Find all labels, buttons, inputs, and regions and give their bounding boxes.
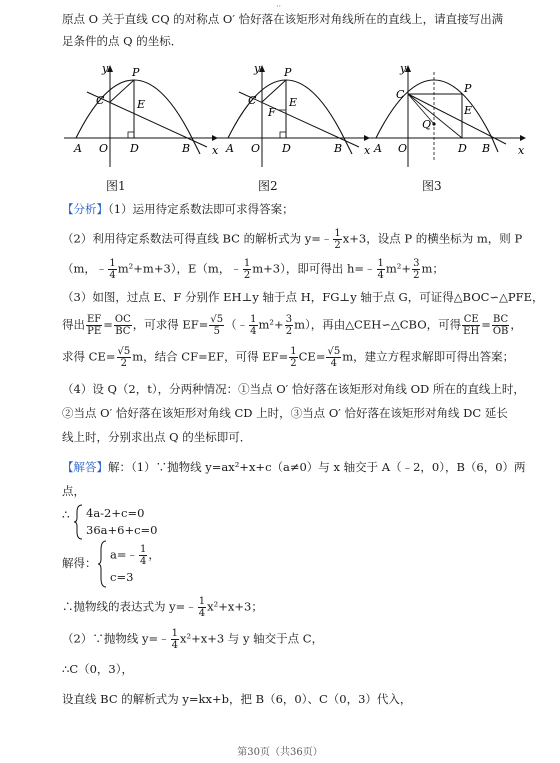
fraction: $\frac{√5}{4}$ <box>327 346 341 369</box>
fraction: $\frac{EF}{PE}$ <box>87 314 102 337</box>
fraction: $\frac{√5}{5}$ <box>210 314 224 337</box>
therefore-symbol: ∴ <box>62 508 70 522</box>
fraction: $\frac{1}{4}$ <box>250 314 257 337</box>
fraction: $\frac{3}{2}$ <box>285 314 293 337</box>
fraction: $\frac{√5}{2}$ <box>117 346 131 369</box>
figure-2-caption: 图2 <box>258 179 278 193</box>
fraction: $\frac{1}{2}$ <box>334 228 341 251</box>
solution-c: c=3 <box>110 570 134 584</box>
text-line: 足条件的点 Q 的坐标． <box>62 34 183 48</box>
label-a: A <box>374 142 382 155</box>
analysis-tag: 【分析】 <box>62 202 108 216</box>
label-x: x <box>364 144 371 157</box>
analysis-line-9: 线上时，分别求出点 Q 的坐标即可． <box>62 430 252 444</box>
label-b: B <box>334 142 343 155</box>
fraction: $\frac{OC}{BC}$ <box>114 314 131 337</box>
analysis-line-7: （4）设 Q（2，t），分两种情况：①当点 O′ 恰好落在该矩形对角线 OD 所在的直线上时， <box>62 382 525 396</box>
label-d: D <box>458 142 467 155</box>
label-y: y <box>102 62 109 75</box>
analysis-line-8: ②当点 O′ 恰好落在该矩形对角线 CD 上时，③当点 O′ 恰好落在该矩形对角线 DC 延长 <box>62 406 508 420</box>
equation-2: 36a+6+c=0 <box>86 523 158 537</box>
label-a: A <box>74 142 82 155</box>
fraction: $\frac{1}{4}$ <box>109 258 116 281</box>
label-x: x <box>518 144 525 157</box>
fraction: $\frac{1}{4}$ <box>198 596 206 619</box>
label-y: y <box>254 62 261 75</box>
solution-a: a=﹣ $\frac{1}{4}$ ， <box>110 544 160 567</box>
analysis-line-6: 求得 CE= $\frac{√5}{2}$ m，结合 CF=EF，可得 EF= $\frac{1}{2}$ CE= $\frac{√5}{4}$ m，建立方程求解即可得出答案； <box>62 346 515 369</box>
solve-label: 解得： <box>62 556 97 570</box>
label-a: A <box>226 142 234 155</box>
figure-3-caption: 图3 <box>422 179 442 193</box>
label-p: P <box>464 82 472 95</box>
label-f: F <box>268 106 276 119</box>
label-o: O <box>398 142 408 155</box>
answer-line-1: 【解答】解：（1）∵抛物线 y=ax²+x+c（a≠0）与 x 轴交于 A（﹣2，0），B（6，0）两 <box>62 460 526 474</box>
fraction: $\frac{BC}{OB}$ <box>492 314 509 337</box>
analysis-line-2: （2）利用待定系数法可得直线 BC 的解析式为 y=﹣ $\frac{1}{2}$ x+3，设点 P 的横坐标为 m，则 P <box>62 228 523 251</box>
label-c: C <box>248 94 257 107</box>
fraction: $\frac{1}{2}$ <box>243 258 251 281</box>
label-e: E <box>137 98 146 111</box>
fraction: $\frac{1}{4}$ <box>140 544 147 567</box>
text-line: 原点 O 关于直线 CQ 的对称点 O′ 恰好落在该矩形对角线所在的直线上，请直接写出满 <box>62 12 504 26</box>
label-q: Q <box>422 118 432 131</box>
label-e: E <box>464 104 473 117</box>
label-p: P <box>284 66 292 79</box>
figure-1-caption: 图1 <box>106 179 126 193</box>
figure-3 <box>366 62 530 172</box>
fraction: $\frac{1}{2}$ <box>290 346 297 369</box>
analysis-line-5: 得出 $\frac{EF}{PE}$ = $\frac{OC}{BC}$ ，可求得 EF= $\frac{√5}{5}$ （﹣ $\frac{1}{4}$ m²+ $\frac{3}{2}$ m），再由△CEH∽△CBO，可得 $\frac{CE}{EH}$ = $\frac{BC}{OB}$ ， <box>62 314 522 337</box>
label-p: P <box>132 66 140 79</box>
analysis-line-3: （m，﹣ $\frac{1}{4}$ m²+m+3），E（m，﹣ $\frac{1}{2}$ m+3），即可得出 h=﹣ $\frac{1}{4}$ m²+ $\frac{3}{2}$ m； <box>62 258 444 281</box>
label-b: B <box>182 142 191 155</box>
label-o: O <box>251 142 261 155</box>
fraction: $\frac{3}{2}$ <box>413 258 420 281</box>
analysis-line-1: 【分析】（1）运用待定系数法即可求得答案； <box>62 202 294 216</box>
fraction: $\frac{1}{4}$ <box>171 628 178 651</box>
fraction: $\frac{1}{4}$ <box>377 258 384 281</box>
figure-2 <box>214 62 374 172</box>
answer-line-3: ∴抛物线的表达式为 y=﹣ $\frac{1}{4}$ x²+x+3； <box>62 596 263 619</box>
equation-1: 4a-2+c=0 <box>86 506 145 520</box>
label-o: O <box>99 142 109 155</box>
label-e: E <box>289 96 298 109</box>
answer-tag: 【解答】 <box>62 460 108 474</box>
label-d: D <box>130 142 139 155</box>
fraction: $\frac{CE}{EH}$ <box>463 314 480 337</box>
answer-line-6: 设直线 BC 的解析式为 y=kx+b，把 B（6，0）、C（0，3）代入， <box>62 692 412 706</box>
left-brace <box>74 504 84 540</box>
answer-line-4: （2）∵抛物线 y=﹣ $\frac{1}{4}$ x²+x+3 与 y 轴交于点 C， <box>62 628 324 651</box>
answer-line-5: ∴C（0，3）， <box>62 662 133 676</box>
page-footer: 第30页（共36页） <box>237 747 323 758</box>
figure-1 <box>62 62 222 172</box>
label-c: C <box>96 94 105 107</box>
label-b: B <box>482 142 491 155</box>
analysis-line-4: （3）如图，过点 E、F 分别作 EH⊥y 轴于点 H，FG⊥y 轴于点 G，可证得△BOC∽△PFE， <box>62 290 544 304</box>
top-mark: ·· <box>276 2 282 11</box>
label-c: C <box>396 88 405 101</box>
label-y: y <box>400 62 407 75</box>
left-brace <box>98 540 108 588</box>
label-x: x <box>212 144 219 157</box>
answer-line-2: 点， <box>62 484 85 498</box>
label-d: D <box>282 142 291 155</box>
